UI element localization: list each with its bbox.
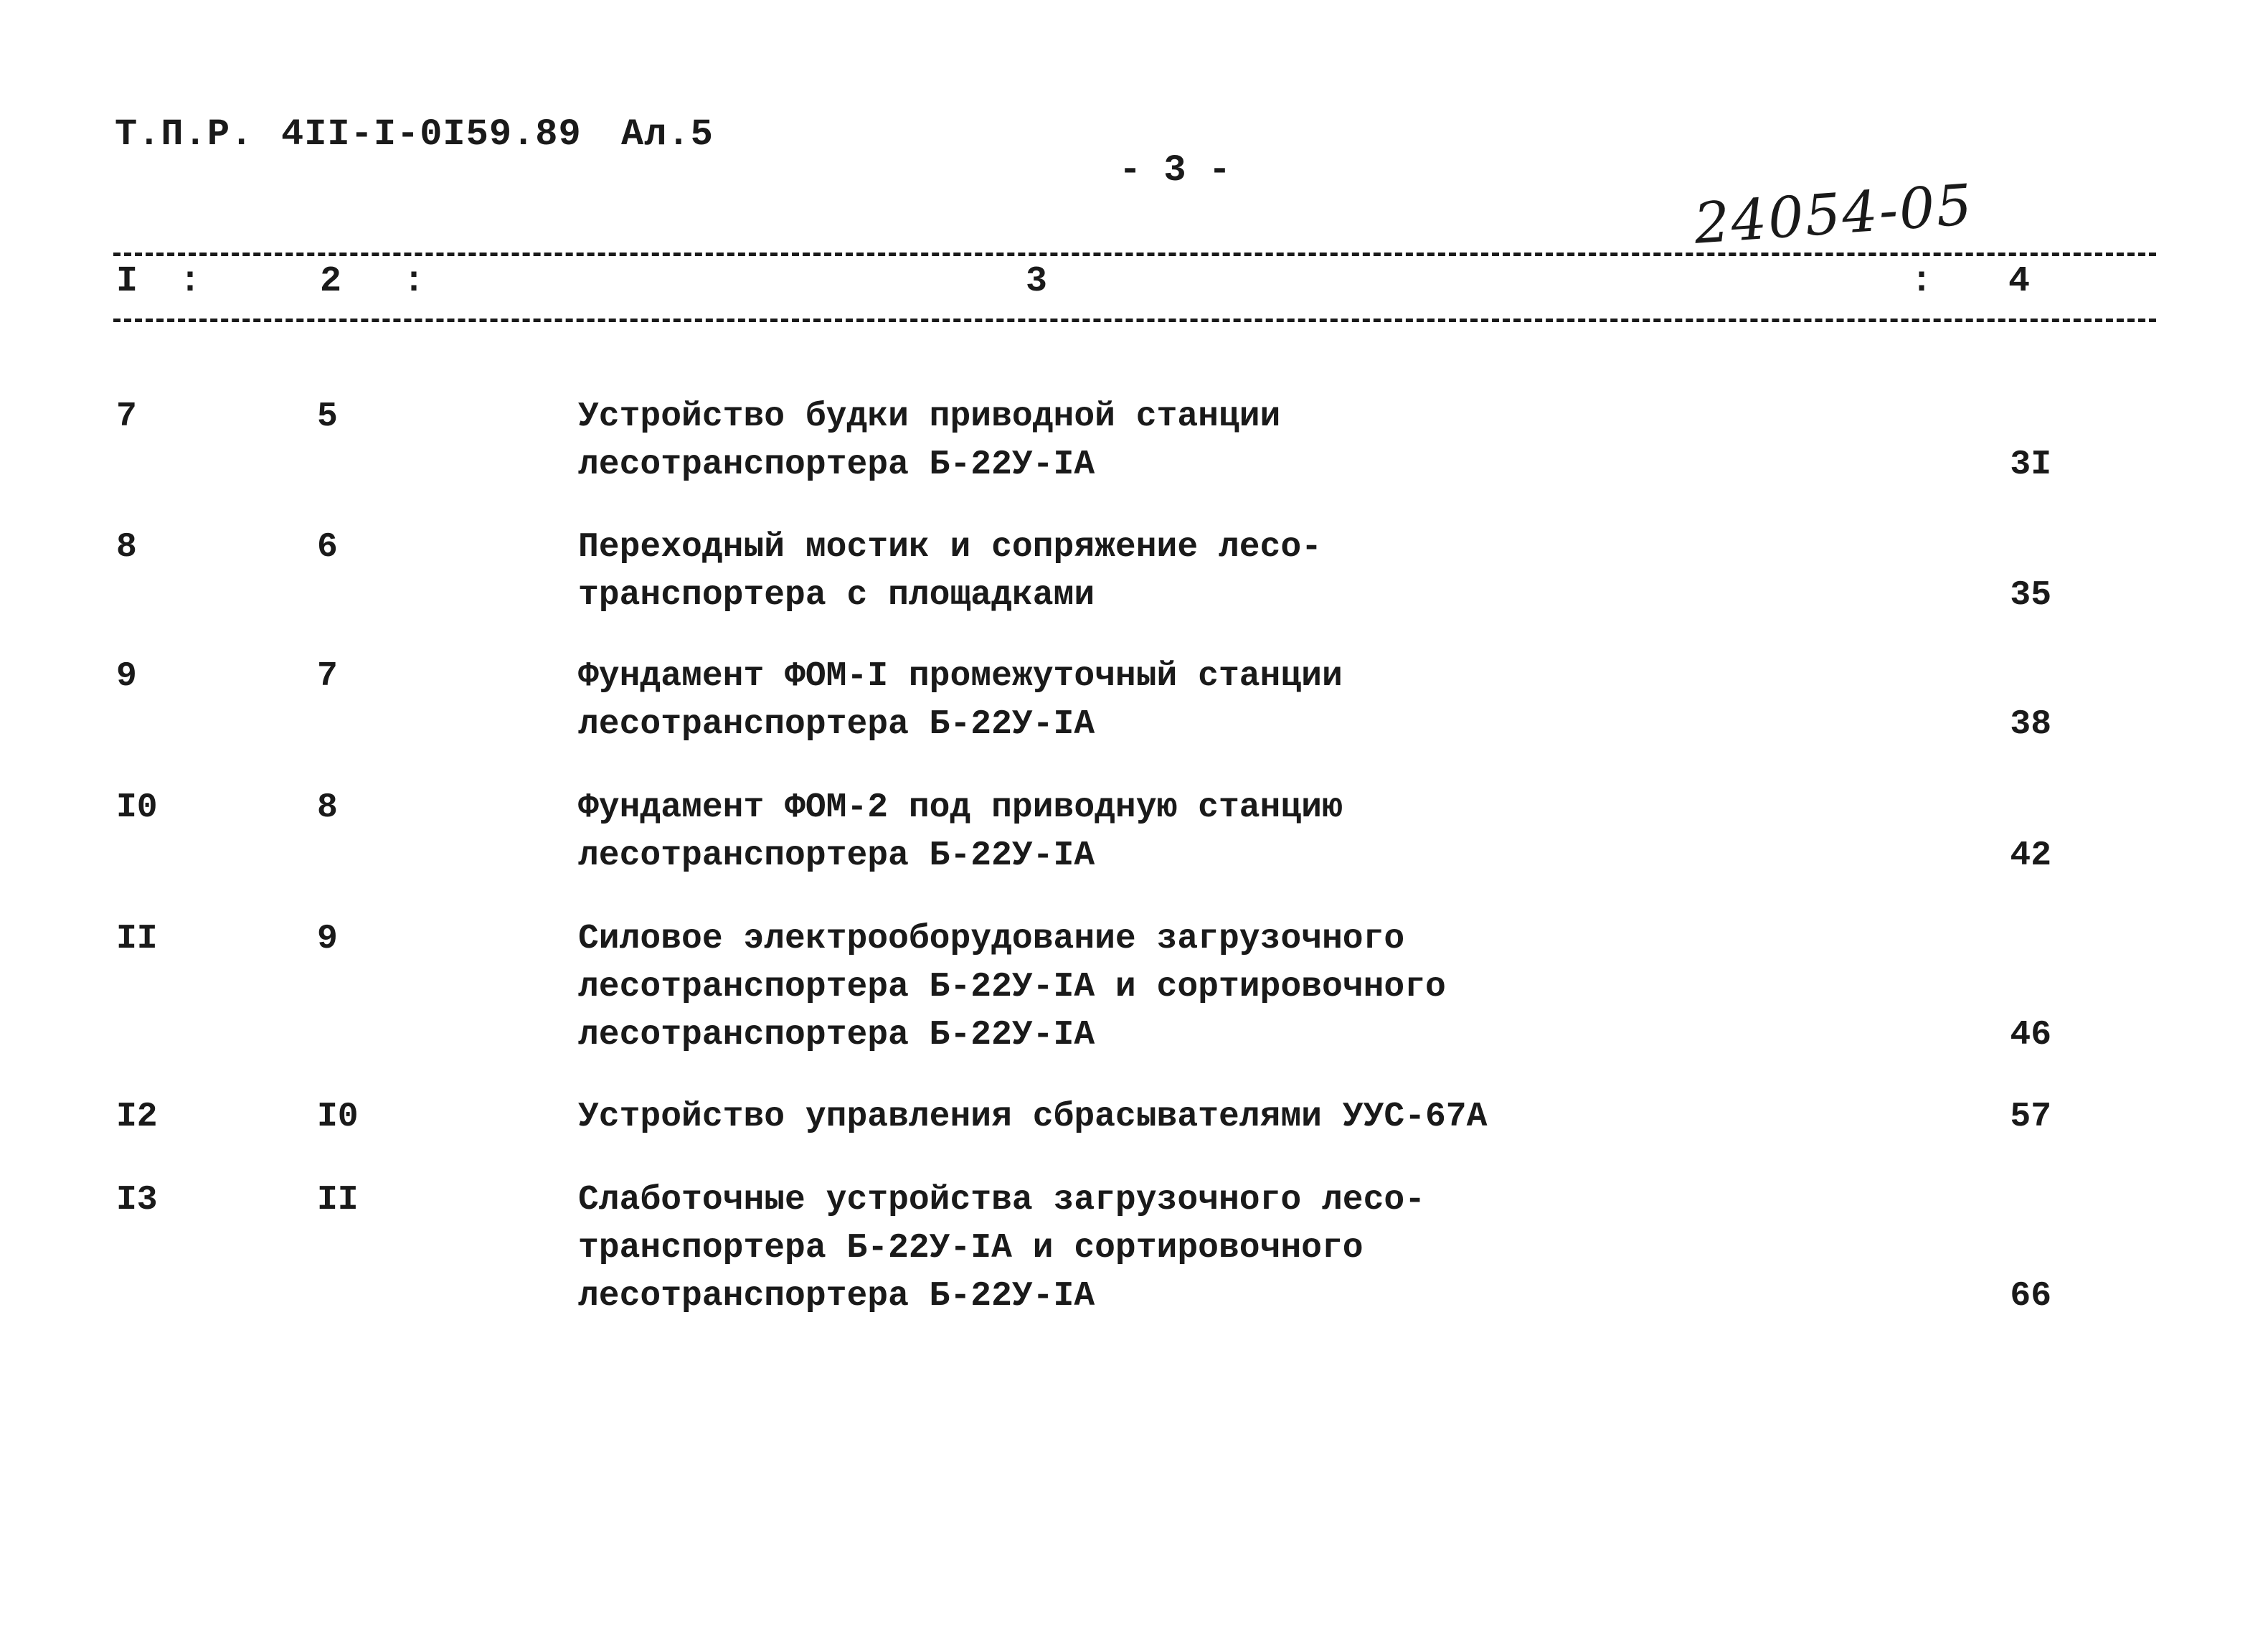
section-number: I0 bbox=[317, 1098, 359, 1136]
section-number: 9 bbox=[317, 920, 338, 958]
description-line: лесотранспортера Б-22У-IА bbox=[578, 836, 1095, 875]
page-reference: 35 bbox=[2010, 576, 2051, 615]
row-description bbox=[578, 1093, 1487, 1141]
handwritten-inventory-number: 24054-05 bbox=[1691, 172, 1975, 257]
row-description bbox=[578, 393, 1280, 489]
section-number: 8 bbox=[317, 788, 338, 827]
table-header-top-rule bbox=[113, 253, 2156, 256]
row-number: 7 bbox=[116, 397, 137, 436]
row-number: I3 bbox=[116, 1181, 158, 1220]
row-description bbox=[578, 524, 1322, 620]
description-line: Переходный мостик и сопряжение лесо- bbox=[578, 528, 1322, 567]
page-reference: 3I bbox=[2010, 445, 2051, 484]
description-line: Фундамент ФОМ-2 под приводную станцию bbox=[578, 788, 1343, 827]
column-separator: : bbox=[1911, 261, 1933, 302]
row-number: 8 bbox=[116, 528, 137, 567]
section-number: 5 bbox=[317, 397, 338, 436]
column-header-3: 3 bbox=[1026, 261, 1048, 302]
description-line: лесотранспортера Б-22У-IА bbox=[578, 1016, 1095, 1055]
description-line: Устройство управления сбрасывателями УУС-67А bbox=[578, 1098, 1488, 1136]
page-reference: 46 bbox=[2010, 1016, 2051, 1055]
description-line: Слаботочные устройства загрузочного лесо- bbox=[578, 1181, 1425, 1220]
description-line: лесотранспортера Б-22У-IА bbox=[578, 445, 1095, 484]
section-number: 7 bbox=[317, 657, 338, 696]
column-header-2: 2 bbox=[320, 261, 342, 302]
column-header-4: 4 bbox=[2008, 261, 2031, 302]
table-header-bottom-rule bbox=[113, 319, 2156, 322]
row-description bbox=[578, 784, 1343, 880]
row-description bbox=[578, 653, 1343, 749]
row-number: 9 bbox=[116, 657, 137, 696]
description-line: лесотранспортера Б-22У-IА и сортировочного bbox=[578, 968, 1446, 1006]
description-line: лесотранспортера Б-22У-IА bbox=[578, 705, 1095, 744]
description-line: Устройство будки приводной станции bbox=[578, 397, 1281, 436]
page-reference: 66 bbox=[2010, 1277, 2051, 1316]
row-number: I0 bbox=[116, 788, 158, 827]
row-description bbox=[578, 915, 1446, 1060]
description-line: транспортера Б-22У-IА и сортировочного bbox=[578, 1229, 1364, 1268]
page-number: - 3 - bbox=[1119, 149, 1232, 192]
description-line: лесотранспортера Б-22У-IА bbox=[578, 1277, 1095, 1316]
section-number: II bbox=[317, 1181, 359, 1220]
row-number: II bbox=[116, 920, 158, 958]
section-number: 6 bbox=[317, 528, 338, 567]
page-reference: 38 bbox=[2010, 705, 2051, 744]
page-reference: 57 bbox=[2010, 1098, 2051, 1136]
row-description bbox=[578, 1176, 1425, 1321]
column-separator: : bbox=[179, 261, 202, 302]
column-header-1: I bbox=[116, 261, 138, 302]
description-line: Фундамент ФОМ-I промежуточный станции bbox=[578, 657, 1343, 696]
album-label: Ал.5 bbox=[621, 113, 714, 156]
description-line: транспортера с площадками bbox=[578, 576, 1095, 615]
description-line: Силовое электрооборудование загрузочного bbox=[578, 920, 1405, 958]
page-reference: 42 bbox=[2010, 836, 2051, 875]
row-number: I2 bbox=[116, 1098, 158, 1136]
column-separator: : bbox=[403, 261, 425, 302]
document-code: Т.П.Р. bbox=[115, 113, 254, 156]
document-series-number: 4II-I-0I59.89 bbox=[281, 113, 582, 156]
